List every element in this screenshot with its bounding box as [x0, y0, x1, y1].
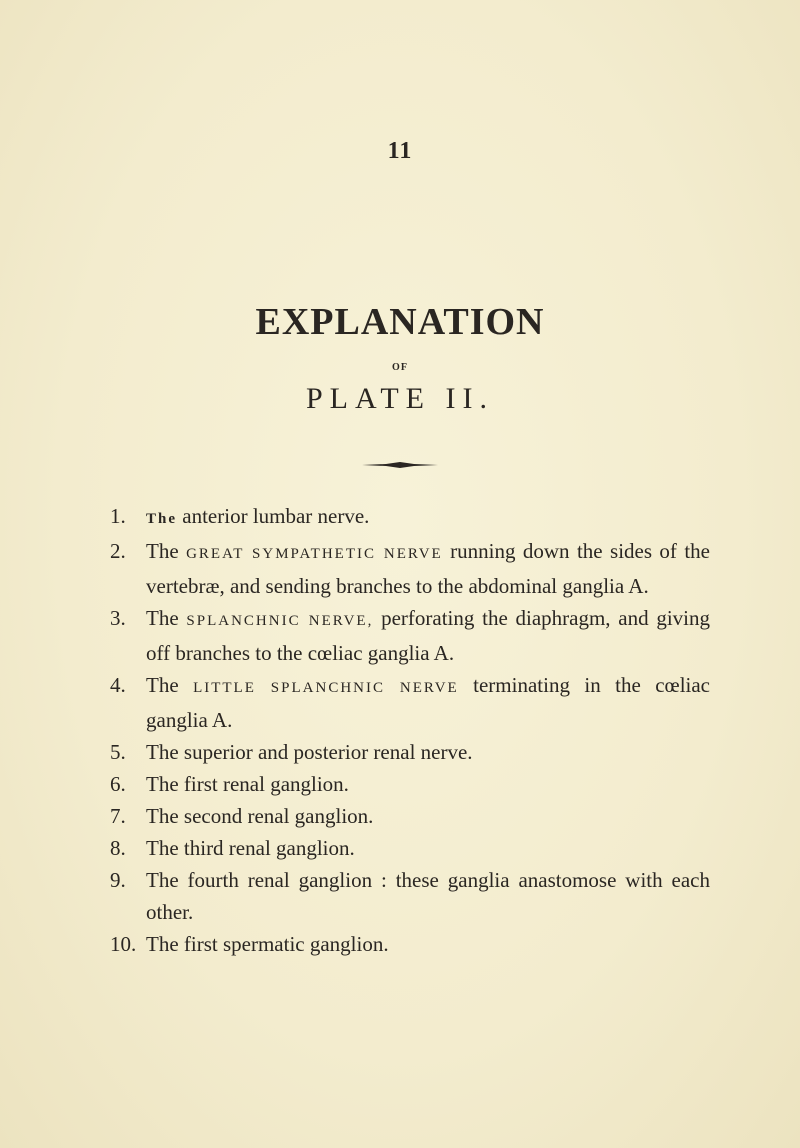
entry-text: The fourth renal ganglion : these ganglia anastomose with each other.	[146, 868, 710, 924]
entry-smallcaps: SPLANCHNIC NERVE,	[186, 613, 374, 629]
list-item	[110, 928, 710, 960]
entry-lead: The	[146, 606, 187, 630]
list-item	[110, 832, 710, 864]
list-item	[110, 535, 710, 602]
entry-number: 9.	[110, 868, 126, 892]
entry-smallcaps: GREAT SYMPATHETIC NERVE	[186, 546, 443, 562]
entry-number: 5.	[110, 740, 126, 764]
entry-number: 10.	[110, 932, 137, 956]
entry-body: terminating in the cœliac ganglia A.	[146, 673, 710, 732]
entry-number: 2.	[110, 539, 126, 563]
list-item	[110, 602, 710, 669]
entry-number: 7.	[110, 804, 126, 828]
list-item	[110, 800, 710, 832]
list-item	[110, 500, 710, 535]
entry-number: 3.	[110, 606, 126, 630]
entry-text	[146, 500, 710, 535]
entry-text	[146, 535, 710, 602]
entry-number: 1.	[110, 504, 126, 528]
entry-text: The first renal ganglion.	[146, 772, 349, 796]
page-number: 11	[387, 138, 413, 164]
entry-smallcaps: LITTLE SPLANCHNIC NERVE	[193, 680, 459, 696]
entry-text	[146, 602, 710, 669]
entry-body: running down the sides of the vertebræ, and sending branches to the abdominal ganglia A.	[146, 539, 710, 598]
list-item	[110, 669, 710, 736]
entry-body: perforating the diaphragm, and giving off branches to the cœliac ganglia A.	[146, 606, 710, 665]
list-item	[110, 864, 710, 928]
page-title: EXPLANATION	[255, 301, 545, 343]
plate-heading: PLATE II.	[306, 382, 494, 415]
entry-number: 8.	[110, 836, 126, 860]
entry-text: The first spermatic ganglion.	[146, 932, 389, 956]
entry-text: The third renal ganglion.	[146, 836, 355, 860]
ornamental-rule	[362, 462, 438, 468]
entry-text: The superior and posterior renal nerve.	[146, 740, 473, 764]
entry-lead: The	[146, 673, 194, 697]
list-item	[110, 768, 710, 800]
entry-text	[146, 669, 710, 736]
entry-number: 6.	[110, 772, 126, 796]
entry-lead: The	[146, 539, 187, 563]
entry-text: The second renal ganglion.	[146, 804, 374, 828]
entry-list	[110, 500, 710, 960]
entry-body: anterior lumbar nerve.	[177, 504, 370, 528]
list-item	[110, 736, 710, 768]
entry-lead: The	[146, 511, 178, 527]
title-connector: OF	[392, 362, 408, 373]
entry-number: 4.	[110, 673, 126, 697]
